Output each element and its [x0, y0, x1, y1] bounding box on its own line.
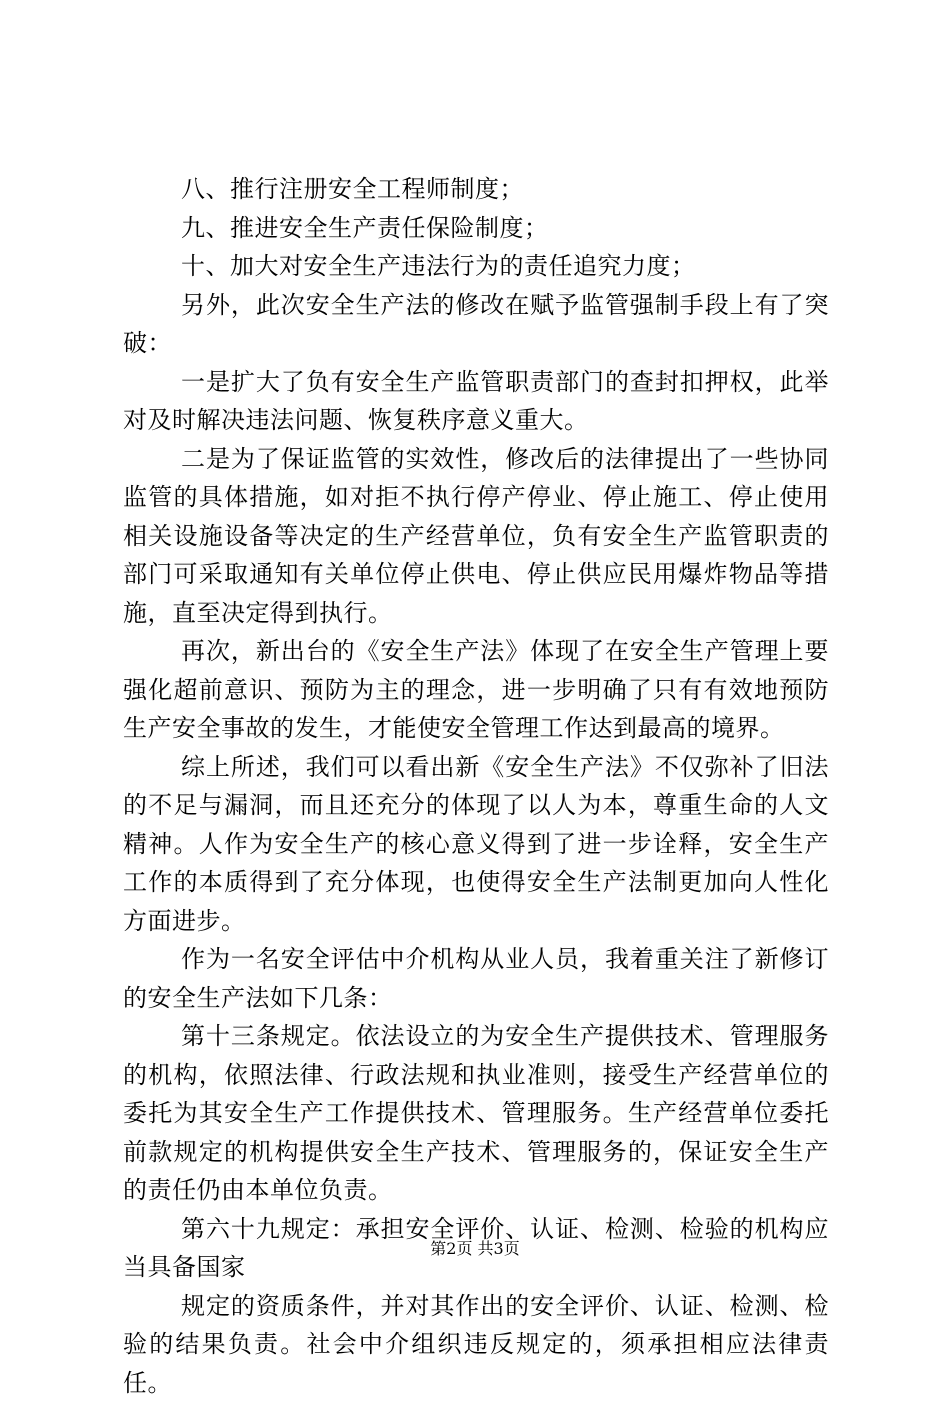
paragraph-item-8: 八、推行注册安全工程师制度；: [123, 170, 829, 209]
paragraph-item-9: 九、推进安全生产责任保险制度；: [123, 209, 829, 248]
paragraph-author-focus: 作为一名安全评估中介机构从业人员，我着重关注了新修订的安全生产法如下几条：: [123, 940, 829, 1017]
document-body: [123, 170, 829, 1402]
paragraph-item-10: 十、加大对安全生产违法行为的责任追究力度；: [123, 247, 829, 286]
paragraph-summary: 综上所述，我们可以看出新《安全生产法》不仅弥补了旧法的不足与漏洞，而且还充分的体现了以人为本，尊重生命的人文精神。人作为安全生产的核心意义得到了进一步诠释，安全生产工作的本质得到了充分体现，也使得安全生产法制更加向人性化方面进步。: [123, 748, 829, 941]
paragraph-point-one: 一是扩大了负有安全生产监管职责部门的查封扣押权，此举对及时解决违法问题、恢复秩序意义重大。: [123, 363, 829, 440]
paragraph-article-69: 第六十九规定：承担安全评价、认证、检测、检验的机构应当具备国家: [123, 1210, 829, 1287]
paragraph-point-two: 二是为了保证监管的实效性，修改后的法律提出了一些协同监管的具体措施，如对拒不执行停产停业、停止施工、停止使用相关设施设备等决定的生产经营单位，负有安全生产监管职责的部门可采取通知有关单位停止供电、停止供应民用爆炸物品等措施，直至决定得到执行。: [123, 440, 829, 633]
paragraph-article-13: 第十三条规定。依法设立的为安全生产提供技术、管理服务的机构，依照法律、行政法规和执业准则，接受生产经营单位的委托为其安全生产工作提供技术、管理服务。生产经营单位委托前款规定的机构提供安全生产技术、管理服务的，保证安全生产的责任仍由本单位负责。: [123, 1017, 829, 1210]
paragraph-article-69-continued: 规定的资质条件，并对其作出的安全评价、认证、检测、检验的结果负责。社会中介组织违反规定的，须承担相应法律责任。: [123, 1287, 829, 1402]
page-number-footer: 第2页 共3页: [0, 1239, 950, 1259]
paragraph-breakthrough: 另外，此次安全生产法的修改在赋予监管强制手段上有了突破：: [123, 286, 829, 363]
paragraph-prevention: 再次，新出台的《安全生产法》体现了在安全生产管理上要强化超前意识、预防为主的理念，进一步明确了只有有效地预防生产安全事故的发生，才能使安全管理工作达到最高的境界。: [123, 632, 829, 748]
